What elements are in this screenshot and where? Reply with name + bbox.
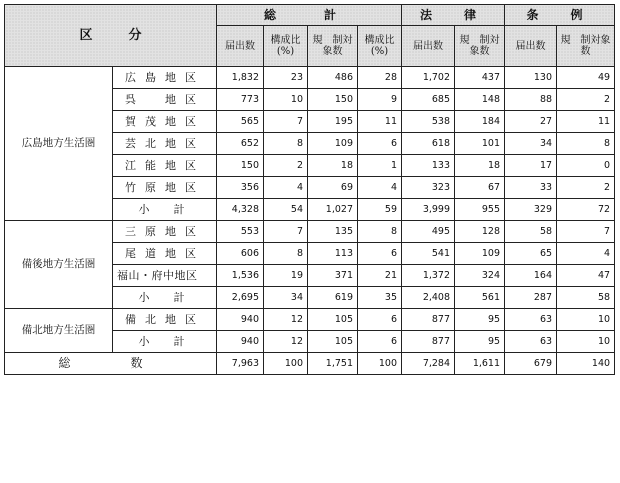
cell-o-reg: 7 bbox=[557, 221, 615, 243]
cell-o-filed: 58 bbox=[505, 221, 557, 243]
cell-t-ratio: 4 bbox=[264, 177, 308, 199]
cell-t-reg-ratio: 6 bbox=[358, 309, 402, 331]
cell-o-filed: 88 bbox=[505, 89, 557, 111]
cell-t-reg-ratio: 8 bbox=[358, 221, 402, 243]
cell-t-ratio: 10 bbox=[264, 89, 308, 111]
cell-o-filed: 287 bbox=[505, 287, 557, 309]
cell-t-reg-ratio: 6 bbox=[358, 243, 402, 265]
area-name: 備北地区 bbox=[113, 309, 217, 331]
cell-t-ratio: 8 bbox=[264, 243, 308, 265]
cell-t-ratio: 8 bbox=[264, 133, 308, 155]
header-total-regulated-ratio: 構成比(%) bbox=[358, 26, 402, 67]
cell-o-filed: 679 bbox=[505, 353, 557, 375]
cell-t-reg-ratio: 6 bbox=[358, 133, 402, 155]
cell-t-ratio: 7 bbox=[264, 111, 308, 133]
cell-t-reg-ratio: 1 bbox=[358, 155, 402, 177]
cell-l-filed: 541 bbox=[402, 243, 455, 265]
cell-o-filed: 27 bbox=[505, 111, 557, 133]
cell-t-filed: 773 bbox=[217, 89, 264, 111]
cell-o-filed: 130 bbox=[505, 67, 557, 89]
cell-l-reg: 1,611 bbox=[455, 353, 505, 375]
cell-l-filed: 2,408 bbox=[402, 287, 455, 309]
cell-t-reg-ratio: 6 bbox=[358, 331, 402, 353]
cell-t-filed: 7,963 bbox=[217, 353, 264, 375]
cell-o-filed: 329 bbox=[505, 199, 557, 221]
cell-t-reg: 69 bbox=[308, 177, 358, 199]
cell-o-reg: 49 bbox=[557, 67, 615, 89]
cell-t-reg: 371 bbox=[308, 265, 358, 287]
cell-t-reg: 486 bbox=[308, 67, 358, 89]
cell-l-reg: 437 bbox=[455, 67, 505, 89]
cell-l-filed: 877 bbox=[402, 309, 455, 331]
cell-l-filed: 495 bbox=[402, 221, 455, 243]
header-total-group: 総 計 bbox=[217, 5, 402, 26]
cell-l-filed: 133 bbox=[402, 155, 455, 177]
cell-t-filed: 356 bbox=[217, 177, 264, 199]
cell-l-reg: 324 bbox=[455, 265, 505, 287]
cell-t-reg: 105 bbox=[308, 331, 358, 353]
cell-o-reg: 0 bbox=[557, 155, 615, 177]
cell-t-reg-ratio: 21 bbox=[358, 265, 402, 287]
cell-o-filed: 63 bbox=[505, 309, 557, 331]
cell-o-reg: 10 bbox=[557, 331, 615, 353]
table-row bbox=[5, 309, 615, 331]
cell-l-filed: 3,999 bbox=[402, 199, 455, 221]
cell-t-reg: 135 bbox=[308, 221, 358, 243]
cell-t-reg-ratio: 100 bbox=[358, 353, 402, 375]
cell-l-filed: 538 bbox=[402, 111, 455, 133]
cell-t-ratio: 100 bbox=[264, 353, 308, 375]
cell-o-filed: 17 bbox=[505, 155, 557, 177]
cell-l-reg: 955 bbox=[455, 199, 505, 221]
cell-t-filed: 2,695 bbox=[217, 287, 264, 309]
region-name: 広島地方生活圏 bbox=[5, 67, 113, 221]
area-name: 尾道地区 bbox=[113, 243, 217, 265]
cell-t-filed: 940 bbox=[217, 331, 264, 353]
area-name: 芸北地区 bbox=[113, 133, 217, 155]
cell-o-reg: 140 bbox=[557, 353, 615, 375]
cell-o-reg: 4 bbox=[557, 243, 615, 265]
header-law-group: 法 律 bbox=[402, 5, 505, 26]
cell-t-filed: 1,536 bbox=[217, 265, 264, 287]
cell-t-reg-ratio: 28 bbox=[358, 67, 402, 89]
cell-o-filed: 65 bbox=[505, 243, 557, 265]
header-total-filed: 届出数 bbox=[217, 26, 264, 67]
cell-t-filed: 606 bbox=[217, 243, 264, 265]
header-kubun: 区 分 bbox=[5, 5, 217, 67]
cell-l-reg: 184 bbox=[455, 111, 505, 133]
cell-l-filed: 618 bbox=[402, 133, 455, 155]
cell-l-filed: 1,702 bbox=[402, 67, 455, 89]
cell-l-reg: 101 bbox=[455, 133, 505, 155]
cell-l-reg: 95 bbox=[455, 309, 505, 331]
header-ordinance-group: 条 例 bbox=[505, 5, 615, 26]
subtotal-label: 小計 bbox=[113, 331, 217, 353]
cell-l-filed: 877 bbox=[402, 331, 455, 353]
cell-l-filed: 1,372 bbox=[402, 265, 455, 287]
table-row bbox=[5, 67, 615, 89]
cell-o-reg: 10 bbox=[557, 309, 615, 331]
cell-l-reg: 18 bbox=[455, 155, 505, 177]
cell-o-filed: 34 bbox=[505, 133, 557, 155]
cell-o-reg: 2 bbox=[557, 177, 615, 199]
region-name: 備北地方生活圏 bbox=[5, 309, 113, 353]
cell-l-filed: 685 bbox=[402, 89, 455, 111]
statistics-table bbox=[4, 4, 615, 375]
cell-l-filed: 323 bbox=[402, 177, 455, 199]
cell-t-filed: 565 bbox=[217, 111, 264, 133]
grand-total-row bbox=[5, 353, 615, 375]
cell-t-reg: 195 bbox=[308, 111, 358, 133]
cell-t-ratio: 19 bbox=[264, 265, 308, 287]
cell-t-reg-ratio: 35 bbox=[358, 287, 402, 309]
cell-t-reg-ratio: 4 bbox=[358, 177, 402, 199]
cell-t-reg: 1,027 bbox=[308, 199, 358, 221]
cell-t-ratio: 7 bbox=[264, 221, 308, 243]
cell-o-filed: 33 bbox=[505, 177, 557, 199]
cell-t-filed: 150 bbox=[217, 155, 264, 177]
cell-o-reg: 58 bbox=[557, 287, 615, 309]
header-ordinance-regulated: 規 制対象数 bbox=[557, 26, 615, 67]
cell-l-reg: 67 bbox=[455, 177, 505, 199]
cell-l-reg: 128 bbox=[455, 221, 505, 243]
area-name: 賀茂地区 bbox=[113, 111, 217, 133]
header-ordinance-filed: 届出数 bbox=[505, 26, 557, 67]
cell-t-reg: 619 bbox=[308, 287, 358, 309]
cell-t-ratio: 2 bbox=[264, 155, 308, 177]
cell-t-reg: 109 bbox=[308, 133, 358, 155]
region-name: 備後地方生活圏 bbox=[5, 221, 113, 309]
header-law-filed: 届出数 bbox=[402, 26, 455, 67]
grand-total-label: 総数 bbox=[5, 353, 217, 375]
cell-t-reg: 113 bbox=[308, 243, 358, 265]
cell-o-reg: 11 bbox=[557, 111, 615, 133]
header-total-regulated: 規 制対象数 bbox=[308, 26, 358, 67]
cell-t-filed: 652 bbox=[217, 133, 264, 155]
cell-t-reg: 105 bbox=[308, 309, 358, 331]
cell-t-filed: 4,328 bbox=[217, 199, 264, 221]
cell-t-reg: 18 bbox=[308, 155, 358, 177]
area-name: 呉 地区 bbox=[113, 89, 217, 111]
cell-l-reg: 561 bbox=[455, 287, 505, 309]
cell-o-reg: 2 bbox=[557, 89, 615, 111]
header-total-ratio: 構成比(%) bbox=[264, 26, 308, 67]
cell-t-filed: 940 bbox=[217, 309, 264, 331]
cell-o-filed: 63 bbox=[505, 331, 557, 353]
cell-t-filed: 553 bbox=[217, 221, 264, 243]
cell-o-filed: 164 bbox=[505, 265, 557, 287]
cell-l-reg: 148 bbox=[455, 89, 505, 111]
cell-o-reg: 72 bbox=[557, 199, 615, 221]
cell-t-reg: 150 bbox=[308, 89, 358, 111]
subtotal-label: 小計 bbox=[113, 199, 217, 221]
area-name: 江能地区 bbox=[113, 155, 217, 177]
cell-t-ratio: 12 bbox=[264, 309, 308, 331]
area-name: 広島地区 bbox=[113, 67, 217, 89]
cell-t-filed: 1,832 bbox=[217, 67, 264, 89]
header-law-regulated: 規 制対象数 bbox=[455, 26, 505, 67]
area-name: 福山・府中地区 bbox=[113, 265, 217, 287]
cell-t-reg: 1,751 bbox=[308, 353, 358, 375]
cell-t-ratio: 12 bbox=[264, 331, 308, 353]
subtotal-label: 小計 bbox=[113, 287, 217, 309]
cell-t-reg-ratio: 59 bbox=[358, 199, 402, 221]
cell-t-reg-ratio: 11 bbox=[358, 111, 402, 133]
cell-l-reg: 109 bbox=[455, 243, 505, 265]
cell-t-ratio: 34 bbox=[264, 287, 308, 309]
cell-t-ratio: 23 bbox=[264, 67, 308, 89]
cell-t-reg-ratio: 9 bbox=[358, 89, 402, 111]
table-row bbox=[5, 221, 615, 243]
cell-t-ratio: 54 bbox=[264, 199, 308, 221]
cell-l-filed: 7,284 bbox=[402, 353, 455, 375]
cell-o-reg: 47 bbox=[557, 265, 615, 287]
cell-l-reg: 95 bbox=[455, 331, 505, 353]
area-name: 三原地区 bbox=[113, 221, 217, 243]
cell-o-reg: 8 bbox=[557, 133, 615, 155]
area-name: 竹原地区 bbox=[113, 177, 217, 199]
